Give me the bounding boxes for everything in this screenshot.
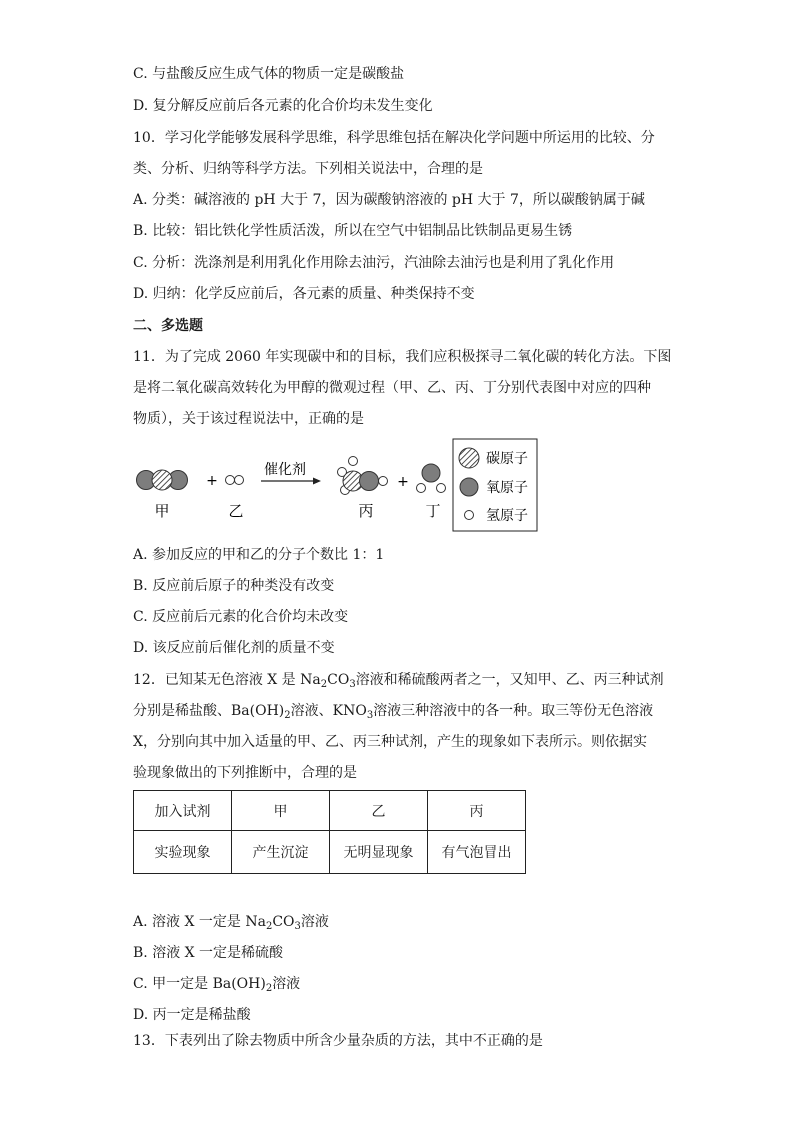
molecule-b-h2 [226, 476, 244, 485]
q11-option-b: B. 反应前后原子的种类没有改变 [133, 578, 335, 594]
section-title: 二、多选题 [133, 318, 203, 334]
q10-stem-line-2: 类、分析、归纳等科学方法。下列相关说法中，合理的是 [133, 161, 483, 177]
table-row [134, 831, 526, 874]
catalyst-label: 催化剂 [264, 462, 306, 478]
q10-stem-line-1: 10．学习化学能够发展科学思维，科学思维包括在解决化学问题中所运用的比较、分 [133, 130, 655, 146]
plus-sign-1: + [206, 473, 218, 489]
q11-option-a: A. 参加反应的甲和乙的分子个数比 1：1 [133, 547, 385, 563]
q10-option-a: A. 分类：碱溶液的 pH 大于 7，因为碳酸钠溶液的 pH 大于 7，所以碳酸钠属于碱 [133, 192, 645, 208]
q11-stem-line-1: 11．为了完成 2060 年实现碳中和的目标，我们应积极探寻二氧化碳的转化方法。下图 [133, 349, 672, 365]
table-cell: 实验现象 [134, 831, 232, 874]
q13-stem: 13．下表列出了除去物质中所含少量杂质的方法，其中不正确的是 [133, 1033, 543, 1049]
q9-option-c: C. 与盐酸反应生成气体的物质一定是碳酸盐 [133, 66, 405, 82]
label-yi: 乙 [228, 502, 244, 520]
legend-hydrogen-label: 氢原子 [486, 508, 528, 524]
q9-option-d: D. 复分解反应前后各元素的化合价均未发生变化 [133, 98, 433, 114]
q12-option-c: C. 甲一定是 $Ba(OH)_2$溶液 [133, 976, 301, 994]
reaction-arrow [261, 478, 321, 485]
molecule-d-water [417, 464, 446, 493]
molecule-a-co2 [137, 470, 188, 490]
legend-carbon-icon [459, 448, 479, 468]
q12-stem-line-1: 12．已知某无色溶液 X 是 $Na_2CO_3$溶液和稀硫酸两者之一，又知甲、乙、丙三种试剂 [133, 672, 664, 690]
label-ding: 丁 [425, 502, 441, 520]
legend-oxygen-icon [460, 478, 478, 496]
table-cell: 乙 [330, 791, 428, 831]
label-jia: 甲 [154, 502, 170, 520]
q11-stem-line-3: 物质），关于该过程说法中，正确的是 [133, 411, 364, 427]
reaction-diagram [133, 436, 543, 536]
q12-stem-line-3: X，分别向其中加入适量的甲、乙、丙三种试剂，产生的现象如下表所示。则依据实 [133, 734, 647, 750]
table-cell: 丙 [428, 791, 526, 831]
experiment-table [133, 790, 526, 874]
table-cell: 甲 [232, 791, 330, 831]
q11-option-c: C. 反应前后元素的化合价均未改变 [133, 609, 349, 625]
legend-carbon-label: 碳原子 [486, 451, 528, 467]
legend-oxygen-label: 氧原子 [486, 480, 528, 496]
q10-option-c: C. 分析：洗涤剂是利用乳化作用除去油污，汽油除去油污也是利用了乳化作用 [133, 255, 615, 271]
legend-hydrogen-icon [465, 511, 474, 520]
legend-box [453, 439, 537, 531]
q11-option-d: D. 该反应前后催化剂的质量不变 [133, 640, 335, 656]
table-row-header [134, 791, 526, 831]
q11-stem-line-2: 是将二氧化碳高效转化为甲醇的微观过程（甲、乙、丙、丁分别代表图中对应的四种 [133, 380, 651, 396]
table-cell: 产生沉淀 [232, 831, 330, 874]
table-cell: 加入试剂 [134, 791, 232, 831]
q12-stem-line-2: 分别是稀盐酸、$Ba(OH)_2$溶液、$KNO_3$溶液三种溶液中的各一种。取三等份无色溶液 [133, 703, 654, 721]
q12-option-d: D. 丙一定是稀盐酸 [133, 1007, 251, 1023]
label-bing: 丙 [358, 502, 374, 520]
molecule-c-methanol [338, 457, 388, 495]
plus-sign-2: + [397, 474, 409, 490]
q12-stem-line-4: 验现象做出的下列推断中，合理的是 [133, 765, 357, 781]
q12-option-a: A. 溶液 X 一定是 $Na_2CO_3$溶液 [133, 914, 329, 932]
q10-option-d: D. 归纳：化学反应前后，各元素的质量、种类保持不变 [133, 286, 475, 302]
table-cell: 有气泡冒出 [428, 831, 526, 874]
table-cell: 无明显现象 [330, 831, 428, 874]
q10-option-b: B. 比较：铝比铁化学性质活泼，所以在空气中铝制品比铁制品更易生锈 [133, 223, 573, 239]
q12-option-b: B. 溶液 X 一定是稀硫酸 [133, 945, 284, 961]
